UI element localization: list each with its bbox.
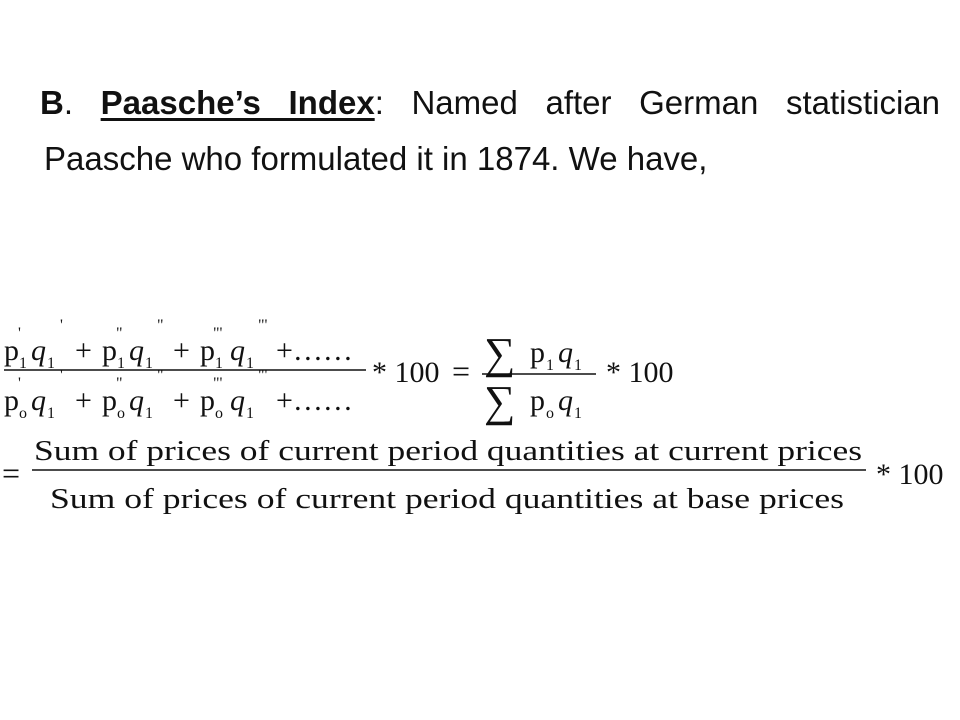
times-100-second: * 100 <box>606 356 674 389</box>
equals-second: = <box>2 455 21 491</box>
svg-text:p: p <box>4 334 19 367</box>
index-title: Paasche’s Index <box>100 84 375 121</box>
times-100-first: * 100 <box>372 356 440 389</box>
svg-text:": " <box>157 367 164 384</box>
svg-text:": " <box>116 325 123 342</box>
svg-text:q: q <box>230 384 245 417</box>
svg-text:"': "' <box>213 325 223 342</box>
svg-text:": " <box>157 317 164 334</box>
svg-text:1: 1 <box>215 355 223 372</box>
words-numerator: Sum of prices of current period quantities at current prices <box>34 436 862 467</box>
heading-text-1: Named after German statistician <box>383 84 941 121</box>
sum-den-q-sub: 1 <box>574 405 582 422</box>
svg-text:q: q <box>31 334 46 367</box>
heading-text-2: Paasche who formulated it in 1874. We have, <box>44 140 708 177</box>
svg-text:1: 1 <box>47 355 55 372</box>
sum-num-p: p <box>530 336 545 369</box>
svg-text:": " <box>116 375 123 392</box>
svg-text:p: p <box>200 384 215 417</box>
svg-text:p: p <box>102 334 117 367</box>
svg-text:q: q <box>31 384 46 417</box>
svg-text:': ' <box>18 375 21 392</box>
svg-text:1: 1 <box>19 355 27 372</box>
svg-text:1: 1 <box>246 405 254 422</box>
sum-symbol-top: ∑ <box>484 329 516 378</box>
svg-text:q: q <box>129 334 144 367</box>
title-colon: : <box>374 84 384 121</box>
svg-text:o: o <box>19 405 27 422</box>
sum-den-q: q <box>558 384 573 417</box>
numerator-expression <box>4 317 353 372</box>
numerator-tail: +…… <box>276 334 353 367</box>
svg-text:': ' <box>60 367 63 384</box>
svg-text:': ' <box>18 325 21 342</box>
svg-text:o: o <box>117 405 125 422</box>
sum-symbol-bottom: ∑ <box>484 377 516 426</box>
svg-text:p: p <box>200 334 215 367</box>
svg-text:+: + <box>75 384 92 417</box>
svg-text:1: 1 <box>117 355 125 372</box>
denominator-tail: +…… <box>276 384 353 417</box>
svg-text:+: + <box>173 334 190 367</box>
svg-text:1: 1 <box>145 355 153 372</box>
sum-den-p-sub: o <box>546 405 554 422</box>
svg-text:q: q <box>129 384 144 417</box>
sum-fraction <box>484 329 582 426</box>
svg-text:"': "' <box>258 317 268 334</box>
svg-text:p: p <box>4 384 19 417</box>
sum-num-q: q <box>558 336 573 369</box>
svg-text:"': "' <box>258 367 268 384</box>
svg-text:+: + <box>75 334 92 367</box>
svg-text:': ' <box>60 317 63 334</box>
svg-text:+: + <box>173 384 190 417</box>
denominator-expression <box>4 367 353 422</box>
times-100-third: * 100 <box>876 458 944 491</box>
words-denominator: Sum of prices of current period quantities at base prices <box>50 484 844 515</box>
svg-text:q: q <box>230 334 245 367</box>
sum-num-p-sub: 1 <box>546 357 554 374</box>
svg-text:1: 1 <box>246 355 254 372</box>
section-label: B <box>40 84 64 121</box>
sum-num-q-sub: 1 <box>574 357 582 374</box>
svg-text:1: 1 <box>47 405 55 422</box>
svg-text:"': "' <box>213 375 223 392</box>
equals-first: = <box>452 353 471 389</box>
svg-text:o: o <box>215 405 223 422</box>
svg-text:p: p <box>102 384 117 417</box>
section-separator: . <box>63 84 101 121</box>
sum-den-p: p <box>530 384 545 417</box>
svg-text:1: 1 <box>145 405 153 422</box>
